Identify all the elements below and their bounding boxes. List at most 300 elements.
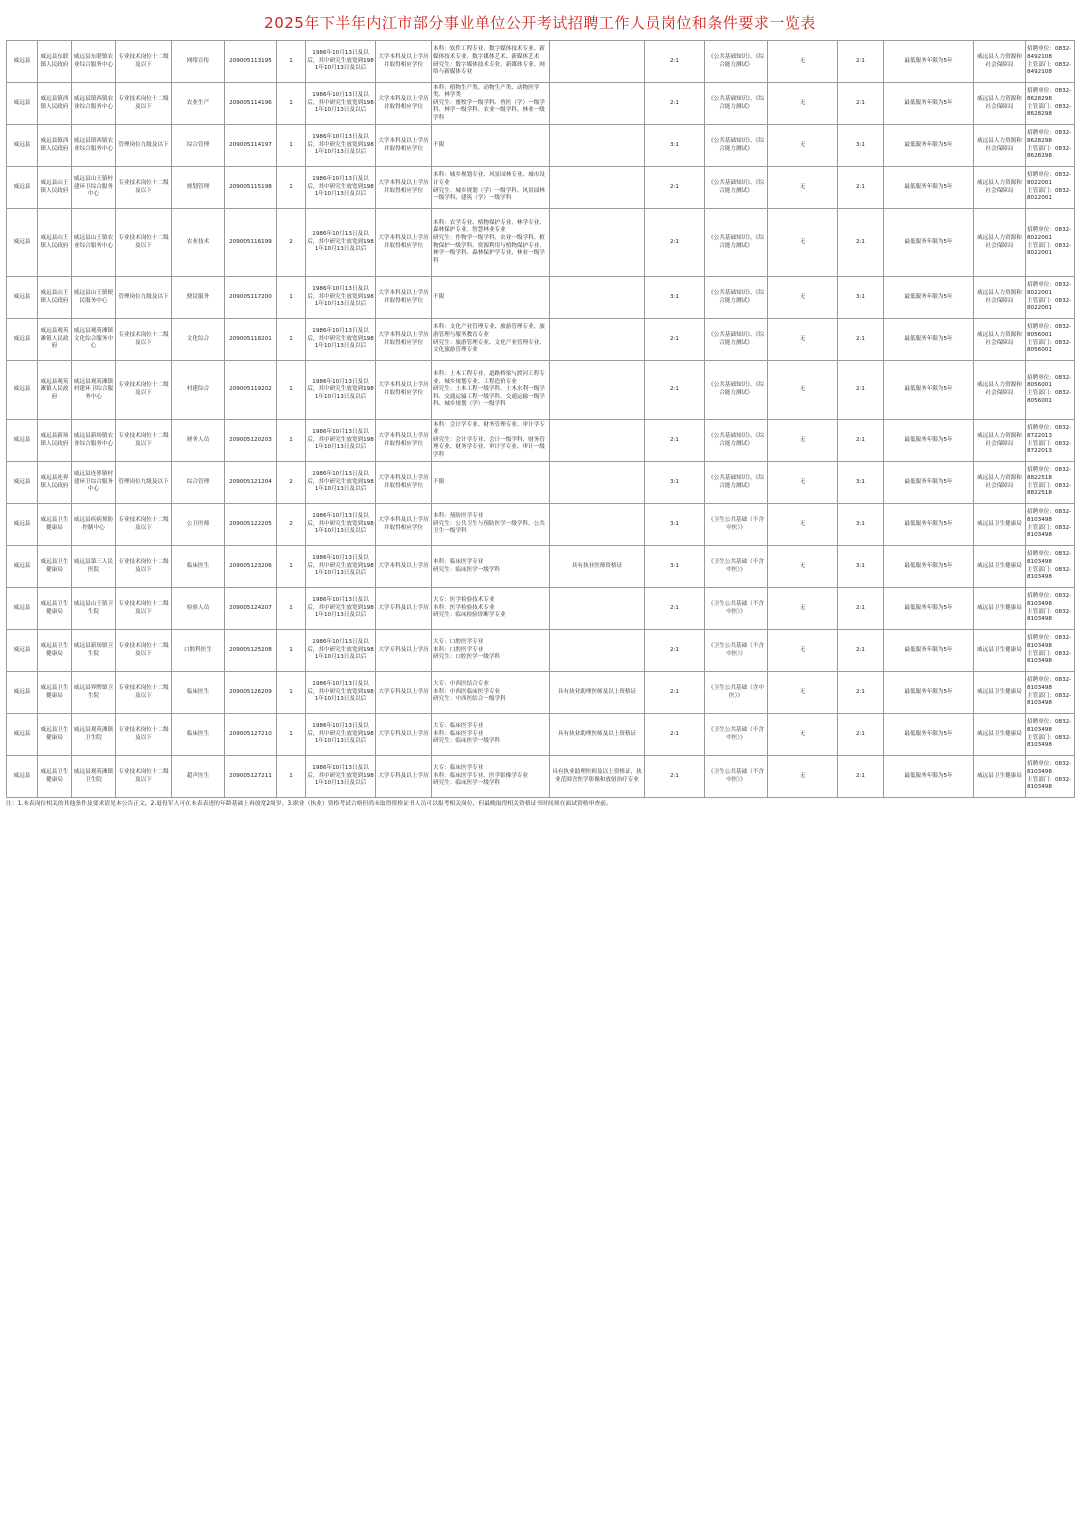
county-cell: 威远县 (7, 319, 38, 361)
table-row (7, 672, 1075, 714)
interview-ratio-cell: 2:1 (838, 209, 884, 277)
age-cell: 1986年10月13日及以后，其中研究生放宽到1981年10月13日及以后 (306, 83, 376, 125)
service-term-cell: 最低服务年限为5年 (884, 756, 974, 798)
authority-cell: 威远县观英滩镇人民政府 (38, 361, 72, 420)
phone-cell: 招聘单位：0832-8103498 主管部门：0832-8103498 (1026, 714, 1075, 756)
exam-subject-cell: 《公共基础知识》、《综合能力测试》 (705, 209, 768, 277)
authority-cell: 威远县卫生健康局 (38, 588, 72, 630)
count-cell: 1 (277, 277, 306, 319)
major-cell: 大专：临床医学专业 本科：临床医学专业、医学影像学专业 研究生：临床医学一级学科 (432, 756, 550, 798)
phone-cell: 招聘单位：0832-8022001 主管部门：0832-8022001 (1026, 209, 1075, 277)
bonus-cell: 无 (768, 83, 838, 125)
count-cell: 1 (277, 714, 306, 756)
code-cell: 209005123206 (225, 546, 277, 588)
authority-cell: 威远县卫生健康局 (38, 714, 72, 756)
service-term-cell: 最低服务年限为5年 (884, 672, 974, 714)
bonus-cell: 无 (768, 714, 838, 756)
authority-cell: 威远县卫生健康局 (38, 630, 72, 672)
major-cell: 本科：文化产业管理专业、旅游管理专业、旅游管理与服务教育专业 研究生：旅游管理专业、文化产业管理专业、文化旅游管理专业 (432, 319, 550, 361)
phone-cell: 招聘单位：0832-8628298 主管部门：0832-8628298 (1026, 83, 1075, 125)
authority-cell: 威远县镇西镇人民政府 (38, 125, 72, 167)
category-cell: 管理岗位九级及以下 (116, 125, 172, 167)
authority-cell: 威远县镇西镇人民政府 (38, 83, 72, 125)
bonus-cell: 无 (768, 504, 838, 546)
authority-cell: 威远县新场镇人民政府 (38, 420, 72, 462)
agency-cell: 威远县人力资源和社会保障局 (974, 319, 1026, 361)
age-cell: 1986年10月13日及以后，其中研究生放宽到1981年10月13日及以后 (306, 361, 376, 420)
unit-cell: 威远县山王镇农业综合服务中心 (72, 209, 116, 277)
education-cell: 大学专科及以上学历 (376, 672, 432, 714)
table-row (7, 319, 1075, 361)
category-cell: 专业技术岗位十二级及以下 (116, 167, 172, 209)
unit-cell: 威远县山王镇便民服务中心 (72, 277, 116, 319)
interview-ratio-cell: 2:1 (838, 672, 884, 714)
interview-ratio-cell: 2:1 (838, 361, 884, 420)
exam-ratio-cell: 3:1 (645, 462, 705, 504)
exam-subject-cell: 《公共基础知识》、《综合能力测试》 (705, 125, 768, 167)
phone-cell: 招聘单位：0832-8056001 主管部门：0832-8056001 (1026, 361, 1075, 420)
major-cell: 本科：植物生产类、动物生产类、动物医学类、林学类 研究生：畜牧学一级学科、兽医（学）一级学科、林学一级学科、农业一级学科、林业一级学科 (432, 83, 550, 125)
other-requirement-cell: 具有执业助理医师及以上资格证 (550, 672, 645, 714)
count-cell: 1 (277, 361, 306, 420)
phone-cell: 招聘单位：0832-8056001 主管部门：0832-8056001 (1026, 319, 1075, 361)
post-cell: 便民服务 (172, 277, 225, 319)
positions-table (6, 40, 1075, 798)
post-cell: 临床医生 (172, 672, 225, 714)
education-cell: 大学本科及以上学历并取得相应学位 (376, 41, 432, 83)
bonus-cell: 无 (768, 420, 838, 462)
bonus-cell: 无 (768, 125, 838, 167)
table-row (7, 41, 1075, 83)
age-cell: 1986年10月13日及以后，其中研究生放宽到1981年10月13日及以后 (306, 167, 376, 209)
service-term-cell: 最低服务年限为5年 (884, 125, 974, 167)
agency-cell: 威远县卫生健康局 (974, 630, 1026, 672)
footnote: 注：1.本表岗位相关的其他条件及要求请见本公告正文。2.退役军人可在本表表述的年龄基础上再放宽2周岁。3.职业（执业）资格考试合格但尚未取得资格证书人员可以报考相关岗位，但最晚取得相关资格证书时间须在面试资格审查前。 (6, 801, 612, 807)
exam-subject-cell: 《公共基础知识》、《综合能力测试》 (705, 361, 768, 420)
exam-ratio-cell: 2:1 (645, 319, 705, 361)
other-requirement-cell (550, 41, 645, 83)
phone-cell: 招聘单位：0832-8022001 主管部门：0832-8022001 (1026, 167, 1075, 209)
category-cell: 专业技术岗位十二级及以下 (116, 714, 172, 756)
education-cell: 大学本科及以上学历 (376, 546, 432, 588)
exam-ratio-cell: 2:1 (645, 209, 705, 277)
post-cell: 综合管理 (172, 462, 225, 504)
other-requirement-cell (550, 420, 645, 462)
table-body (7, 41, 1075, 798)
age-cell: 1986年10月13日及以后，其中研究生放宽到1981年10月13日及以后 (306, 546, 376, 588)
bonus-cell: 无 (768, 630, 838, 672)
county-cell: 威远县 (7, 546, 38, 588)
exam-ratio-cell: 2:1 (645, 167, 705, 209)
category-cell: 专业技术岗位十二级及以下 (116, 361, 172, 420)
table-row (7, 420, 1075, 462)
code-cell: 209005117200 (225, 277, 277, 319)
bonus-cell: 无 (768, 209, 838, 277)
major-cell: 大专：口腔医学专业 本科：口腔医学专业 研究生：口腔医学一级学科 (432, 630, 550, 672)
phone-cell: 招聘单位：0832-8722013 主管部门：0832-8722013 (1026, 420, 1075, 462)
age-cell: 1986年10月13日及以后，其中研究生放宽到1981年10月13日及以后 (306, 41, 376, 83)
other-requirement-cell (550, 277, 645, 319)
other-requirement-cell: 具有执业助理医师及以上资格证，执业范围含医学影像和放射治疗专业 (550, 756, 645, 798)
category-cell: 管理岗位九级及以下 (116, 277, 172, 319)
unit-cell: 威远县观英滩镇卫生院 (72, 714, 116, 756)
exam-subject-cell: 《公共基础知识》、《综合能力测试》 (705, 420, 768, 462)
exam-subject-cell: 《公共基础知识》、《综合能力测试》 (705, 277, 768, 319)
other-requirement-cell (550, 504, 645, 546)
count-cell: 2 (277, 209, 306, 277)
exam-ratio-cell: 2:1 (645, 41, 705, 83)
code-cell: 209005114197 (225, 125, 277, 167)
interview-ratio-cell: 3:1 (838, 277, 884, 319)
code-cell: 209005114196 (225, 83, 277, 125)
county-cell: 威远县 (7, 462, 38, 504)
bonus-cell: 无 (768, 277, 838, 319)
code-cell: 209005119202 (225, 361, 277, 420)
other-requirement-cell (550, 83, 645, 125)
code-cell: 209005124207 (225, 588, 277, 630)
code-cell: 209005125208 (225, 630, 277, 672)
table-row (7, 209, 1075, 277)
service-term-cell: 最低服务年限为5年 (884, 277, 974, 319)
agency-cell: 威远县卫生健康局 (974, 714, 1026, 756)
exam-ratio-cell: 3:1 (645, 546, 705, 588)
authority-cell: 威远县山王镇人民政府 (38, 167, 72, 209)
code-cell: 209005120203 (225, 420, 277, 462)
phone-cell: 招聘单位：0832-8103498 主管部门：0832-8103498 (1026, 588, 1075, 630)
post-cell: 公卫医师 (172, 504, 225, 546)
other-requirement-cell (550, 630, 645, 672)
interview-ratio-cell: 2:1 (838, 319, 884, 361)
exam-ratio-cell: 3:1 (645, 504, 705, 546)
county-cell: 威远县 (7, 167, 38, 209)
category-cell: 专业技术岗位十二级及以下 (116, 420, 172, 462)
interview-ratio-cell: 3:1 (838, 546, 884, 588)
table-row (7, 630, 1075, 672)
bonus-cell: 无 (768, 672, 838, 714)
phone-cell: 招聘单位：0832-8022001 主管部门：0832-8022001 (1026, 277, 1075, 319)
agency-cell: 威远县人力资源和社会保障局 (974, 167, 1026, 209)
category-cell: 专业技术岗位十二级及以下 (116, 319, 172, 361)
table-row (7, 462, 1075, 504)
category-cell: 专业技术岗位十二级及以下 (116, 504, 172, 546)
education-cell: 大学专科及以上学历 (376, 756, 432, 798)
phone-cell: 招聘单位：0832-8628298 主管部门：0832-8628298 (1026, 125, 1075, 167)
age-cell: 1986年10月13日及以后，其中研究生放宽到1981年10月13日及以后 (306, 714, 376, 756)
service-term-cell: 最低服务年限为5年 (884, 714, 974, 756)
age-cell: 1986年10月13日及以后，其中研究生放宽到1981年10月13日及以后 (306, 277, 376, 319)
exam-subject-cell: 《公共基础知识》、《综合能力测试》 (705, 462, 768, 504)
unit-cell: 威远县新场镇农业综合服务中心 (72, 420, 116, 462)
post-cell: 检验人员 (172, 588, 225, 630)
service-term-cell: 最低服务年限为5年 (884, 83, 974, 125)
agency-cell: 威远县人力资源和社会保障局 (974, 420, 1026, 462)
other-requirement-cell (550, 319, 645, 361)
category-cell: 专业技术岗位十二级及以下 (116, 588, 172, 630)
exam-ratio-cell: 3:1 (645, 125, 705, 167)
major-cell: 本科：农学专业、植物保护专业、林学专业、森林保护专业、智慧林业专业 研究生：作物学一级学科、农业一级学科、植物保护一级学科、资源利用与植物保护专业、林学一级学科、森林保护学专业、林业一级学科 (432, 209, 550, 277)
other-requirement-cell (550, 588, 645, 630)
major-cell: 本科：预防医学专业 研究生：公共卫生与预防医学一级学科、公共卫生一级学科 (432, 504, 550, 546)
code-cell: 209005113195 (225, 41, 277, 83)
interview-ratio-cell: 2:1 (838, 41, 884, 83)
agency-cell: 威远县卫生健康局 (974, 756, 1026, 798)
category-cell: 管理岗位九级及以下 (116, 462, 172, 504)
interview-ratio-cell: 2:1 (838, 167, 884, 209)
unit-cell: 威远县山王镇村建环卫综合服务中心 (72, 167, 116, 209)
post-cell: 农业生产 (172, 83, 225, 125)
age-cell: 1986年10月13日及以后，其中研究生放宽到1981年10月13日及以后 (306, 672, 376, 714)
page-title: 2025年下半年内江市部分事业单位公开考试招聘工作人员岗位和条件要求一览表 (264, 14, 816, 32)
other-requirement-cell (550, 462, 645, 504)
count-cell: 1 (277, 41, 306, 83)
authority-cell: 威远县连界镇人民政府 (38, 462, 72, 504)
county-cell: 威远县 (7, 672, 38, 714)
interview-ratio-cell: 2:1 (838, 756, 884, 798)
table-row (7, 588, 1075, 630)
other-requirement-cell: 具有执业医师资格证 (550, 546, 645, 588)
post-cell: 规划管理 (172, 167, 225, 209)
exam-ratio-cell: 2:1 (645, 588, 705, 630)
category-cell: 专业技术岗位十二级及以下 (116, 83, 172, 125)
age-cell: 1986年10月13日及以后，其中研究生放宽到1981年10月13日及以后 (306, 125, 376, 167)
service-term-cell: 最低服务年限为5年 (884, 167, 974, 209)
table-row (7, 277, 1075, 319)
exam-ratio-cell: 3:1 (645, 277, 705, 319)
bonus-cell: 无 (768, 167, 838, 209)
count-cell: 1 (277, 756, 306, 798)
interview-ratio-cell: 2:1 (838, 630, 884, 672)
post-cell: 财务人员 (172, 420, 225, 462)
agency-cell: 威远县人力资源和社会保障局 (974, 125, 1026, 167)
other-requirement-cell (550, 209, 645, 277)
interview-ratio-cell: 3:1 (838, 504, 884, 546)
major-cell: 本科：土木工程专业、道路桥梁与渡河工程专业、城乡规划专业、工程造价专业 研究生：土木工程一级学科、土木水利一级学科、交通运输工程一级学科、交通运输一级学科、城乡规划（学）一级学科 (432, 361, 550, 420)
post-cell: 网络宣传 (172, 41, 225, 83)
unit-cell: 威远县东联镇农业综合服务中心 (72, 41, 116, 83)
service-term-cell: 最低服务年限为5年 (884, 630, 974, 672)
phone-cell: 招聘单位：0832-8492108 主管部门：0832-8492108 (1026, 41, 1075, 83)
major-cell: 不限 (432, 462, 550, 504)
unit-cell: 威远县疾病预防控制中心 (72, 504, 116, 546)
interview-ratio-cell: 3:1 (838, 125, 884, 167)
major-cell: 本科：城乡规划专业、风景园林专业、城市设计专业 研究生：城乡规划（学）一级学科、风景园林一级学科、建筑（学）一级学科 (432, 167, 550, 209)
service-term-cell: 最低服务年限为5年 (884, 319, 974, 361)
bonus-cell: 无 (768, 41, 838, 83)
exam-subject-cell: 《公共基础知识》、《综合能力测试》 (705, 41, 768, 83)
other-requirement-cell (550, 125, 645, 167)
exam-ratio-cell: 2:1 (645, 630, 705, 672)
major-cell: 大专：中西医结合专业 本科：中西医临床医学专业 研究生：中西医结合一级学科 (432, 672, 550, 714)
age-cell: 1986年10月13日及以后，其中研究生放宽到1981年10月13日及以后 (306, 756, 376, 798)
unit-cell: 威远县新场镇卫生院 (72, 630, 116, 672)
post-cell: 临床医生 (172, 546, 225, 588)
county-cell: 威远县 (7, 588, 38, 630)
education-cell: 大学本科及以上学历并取得相应学位 (376, 420, 432, 462)
agency-cell: 威远县人力资源和社会保障局 (974, 209, 1026, 277)
count-cell: 2 (277, 462, 306, 504)
service-term-cell: 最低服务年限为5年 (884, 546, 974, 588)
code-cell: 209005115198 (225, 167, 277, 209)
post-cell: 村建综合 (172, 361, 225, 420)
major-cell: 本科：软件工程专业、数字媒体技术专业、新媒体技术专业、数字媒体艺术、新媒体艺术 研究生：数字媒体技术专业、新媒体专业、网络与新媒体专业 (432, 41, 550, 83)
authority-cell: 威远县东联镇人民政府 (38, 41, 72, 83)
exam-subject-cell: 《卫生公共基础（不含中医）》 (705, 588, 768, 630)
code-cell: 209005127211 (225, 756, 277, 798)
county-cell: 威远县 (7, 420, 38, 462)
unit-cell: 威远县连界镇村建环卫综合服务中心 (72, 462, 116, 504)
unit-cell: 威远县观英滩镇卫生院 (72, 756, 116, 798)
county-cell: 威远县 (7, 125, 38, 167)
unit-cell: 威远县界牌镇卫生院 (72, 672, 116, 714)
count-cell: 1 (277, 672, 306, 714)
bonus-cell: 无 (768, 756, 838, 798)
count-cell: 1 (277, 588, 306, 630)
count-cell: 1 (277, 319, 306, 361)
major-cell: 大专：临床医学专业 本科：临床医学专业 研究生：临床医学一级学科 (432, 714, 550, 756)
post-cell: 文化综合 (172, 319, 225, 361)
county-cell: 威远县 (7, 209, 38, 277)
interview-ratio-cell: 2:1 (838, 420, 884, 462)
exam-subject-cell: 《卫生公共基础（不含中医）》 (705, 504, 768, 546)
authority-cell: 威远县观英滩镇人民政府 (38, 319, 72, 361)
exam-subject-cell: 《公共基础知识》、《综合能力测试》 (705, 319, 768, 361)
bonus-cell: 无 (768, 588, 838, 630)
interview-ratio-cell: 2:1 (838, 83, 884, 125)
table-row (7, 504, 1075, 546)
category-cell: 专业技术岗位十二级及以下 (116, 41, 172, 83)
phone-cell: 招聘单位：0832-8103498 主管部门：0832-8103498 (1026, 672, 1075, 714)
exam-subject-cell: 《卫生公共基础（不含中医）》 (705, 630, 768, 672)
category-cell: 专业技术岗位十二级及以下 (116, 672, 172, 714)
exam-subject-cell: 《卫生公共基础（不含中医）》 (705, 756, 768, 798)
education-cell: 大学专科及以上学历 (376, 588, 432, 630)
exam-ratio-cell: 2:1 (645, 361, 705, 420)
code-cell: 209005127210 (225, 714, 277, 756)
table-row (7, 83, 1075, 125)
code-cell: 209005118201 (225, 319, 277, 361)
category-cell: 专业技术岗位十二级及以下 (116, 756, 172, 798)
count-cell: 1 (277, 546, 306, 588)
post-cell: 口腔科医生 (172, 630, 225, 672)
count-cell: 2 (277, 504, 306, 546)
exam-ratio-cell: 2:1 (645, 672, 705, 714)
agency-cell: 威远县人力资源和社会保障局 (974, 277, 1026, 319)
county-cell: 威远县 (7, 361, 38, 420)
county-cell: 威远县 (7, 714, 38, 756)
table-row (7, 714, 1075, 756)
phone-cell: 招聘单位：0832-8103498 主管部门：0832-8103498 (1026, 546, 1075, 588)
agency-cell: 威远县人力资源和社会保障局 (974, 462, 1026, 504)
exam-subject-cell: 《卫生公共基础（不含中医）》 (705, 546, 768, 588)
phone-cell: 招聘单位：0832-8103498 主管部门：0832-8103498 (1026, 504, 1075, 546)
major-cell: 大专：医学检验技术专业 本科：医学检验技术专业 研究生：临床检验诊断学专业 (432, 588, 550, 630)
bonus-cell: 无 (768, 462, 838, 504)
phone-cell: 招聘单位：0832-8822518 主管部门：0832-8822518 (1026, 462, 1075, 504)
agency-cell: 威远县人力资源和社会保障局 (974, 361, 1026, 420)
unit-cell: 威远县观英滩镇文化综合服务中心 (72, 319, 116, 361)
code-cell: 209005116199 (225, 209, 277, 277)
age-cell: 1986年10月13日及以后，其中研究生放宽到1981年10月13日及以后 (306, 420, 376, 462)
major-cell: 不限 (432, 277, 550, 319)
agency-cell: 威远县人力资源和社会保障局 (974, 83, 1026, 125)
interview-ratio-cell: 2:1 (838, 714, 884, 756)
county-cell: 威远县 (7, 277, 38, 319)
service-term-cell: 最低服务年限为5年 (884, 588, 974, 630)
education-cell: 大学本科及以上学历并取得相应学位 (376, 277, 432, 319)
count-cell: 1 (277, 630, 306, 672)
table-row (7, 125, 1075, 167)
education-cell: 大学本科及以上学历并取得相应学位 (376, 209, 432, 277)
education-cell: 大学本科及以上学历并取得相应学位 (376, 83, 432, 125)
other-requirement-cell: 具有执业助理医师及以上资格证 (550, 714, 645, 756)
age-cell: 1986年10月13日及以后，其中研究生放宽到1981年10月13日及以后 (306, 209, 376, 277)
count-cell: 1 (277, 125, 306, 167)
agency-cell: 威远县卫生健康局 (974, 504, 1026, 546)
age-cell: 1986年10月13日及以后，其中研究生放宽到1981年10月13日及以后 (306, 630, 376, 672)
exam-subject-cell: 《公共基础知识》、《综合能力测试》 (705, 83, 768, 125)
education-cell: 大学本科及以上学历并取得相应学位 (376, 167, 432, 209)
table-row (7, 756, 1075, 798)
unit-cell: 威远县山王镇卫生院 (72, 588, 116, 630)
other-requirement-cell (550, 167, 645, 209)
agency-cell: 威远县人力资源和社会保障局 (974, 41, 1026, 83)
education-cell: 大学专科及以上学历 (376, 630, 432, 672)
phone-cell: 招聘单位：0832-8103498 主管部门：0832-8103498 (1026, 756, 1075, 798)
agency-cell: 威远县卫生健康局 (974, 588, 1026, 630)
education-cell: 大学专科及以上学历 (376, 714, 432, 756)
age-cell: 1986年10月13日及以后，其中研究生放宽到1981年10月13日及以后 (306, 504, 376, 546)
county-cell: 威远县 (7, 630, 38, 672)
education-cell: 大学本科及以上学历并取得相应学位 (376, 504, 432, 546)
major-cell: 本科：临床医学专业 研究生：临床医学一级学科 (432, 546, 550, 588)
unit-cell: 威远县第三人民医院 (72, 546, 116, 588)
exam-subject-cell: 《卫生公共基础（含中医）》 (705, 672, 768, 714)
interview-ratio-cell: 2:1 (838, 588, 884, 630)
age-cell: 1986年10月13日及以后，其中研究生放宽到1981年10月13日及以后 (306, 588, 376, 630)
major-cell: 本科：会计学专业、财务管理专业、审计学专业 研究生：会计学专业、会计一级学科、财务管理专业、财务学专业、审计学专业、审计一级学科 (432, 420, 550, 462)
table-row (7, 361, 1075, 420)
agency-cell: 威远县卫生健康局 (974, 672, 1026, 714)
authority-cell: 威远县卫生健康局 (38, 672, 72, 714)
service-term-cell: 最低服务年限为5年 (884, 504, 974, 546)
service-term-cell: 最低服务年限为5年 (884, 420, 974, 462)
education-cell: 大学本科及以上学历并取得相应学位 (376, 125, 432, 167)
agency-cell: 威远县卫生健康局 (974, 546, 1026, 588)
county-cell: 威远县 (7, 83, 38, 125)
count-cell: 1 (277, 420, 306, 462)
authority-cell: 威远县山王镇人民政府 (38, 209, 72, 277)
authority-cell: 威远县卫生健康局 (38, 756, 72, 798)
service-term-cell: 最低服务年限为5年 (884, 41, 974, 83)
exam-subject-cell: 《公共基础知识》、《综合能力测试》 (705, 167, 768, 209)
unit-cell: 威远县镇西镇农业综合服务中心 (72, 125, 116, 167)
code-cell: 209005121204 (225, 462, 277, 504)
table-row (7, 167, 1075, 209)
exam-ratio-cell: 2:1 (645, 756, 705, 798)
major-cell: 不限 (432, 125, 550, 167)
authority-cell: 威远县山王镇人民政府 (38, 277, 72, 319)
authority-cell: 威远县卫生健康局 (38, 546, 72, 588)
bonus-cell: 无 (768, 319, 838, 361)
category-cell: 专业技术岗位十二级及以下 (116, 546, 172, 588)
post-cell: 超声医生 (172, 756, 225, 798)
post-cell: 综合管理 (172, 125, 225, 167)
county-cell: 威远县 (7, 504, 38, 546)
category-cell: 专业技术岗位十二级及以下 (116, 209, 172, 277)
education-cell: 大学本科及以上学历并取得相应学位 (376, 361, 432, 420)
exam-ratio-cell: 2:1 (645, 714, 705, 756)
county-cell: 威远县 (7, 41, 38, 83)
